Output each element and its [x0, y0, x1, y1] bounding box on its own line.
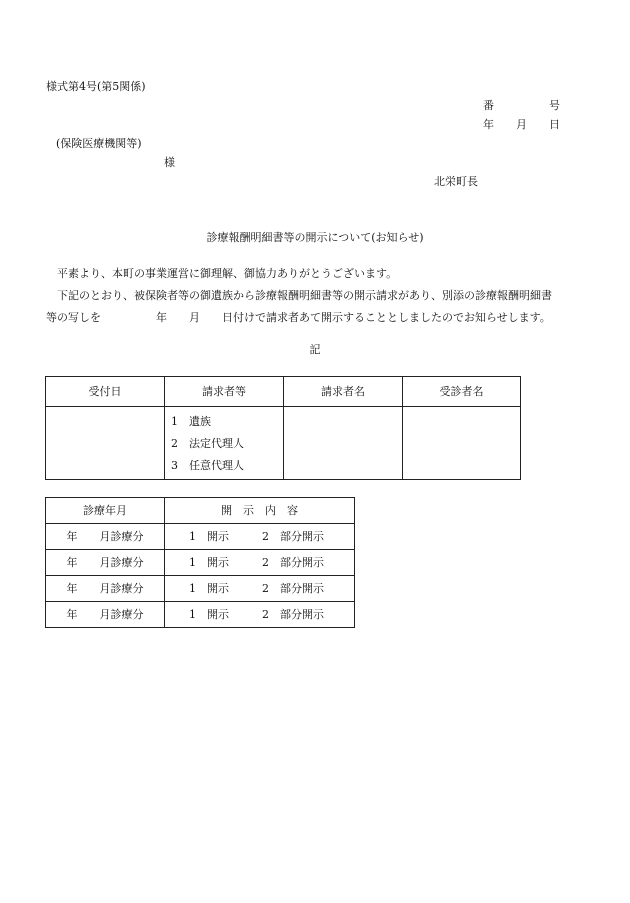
header-disclosure-content: 開 示 内 容: [165, 498, 355, 524]
header-treatment-month: 診療年月: [46, 498, 165, 524]
option-voluntary-representative: 3 任意代理人: [171, 459, 244, 472]
disclosure-table-header: [46, 498, 355, 524]
body-line-1: 平素より、本町の事業運営に御理解、御協力ありがとうございます。: [57, 267, 398, 280]
addressee-organization: (保険医療機関等): [56, 137, 142, 150]
disclosure-content-cell: 1 開示 2 部分開示: [165, 550, 355, 576]
document-number: 番 号: [483, 99, 560, 112]
header-requester-type: 請求者等: [165, 377, 284, 407]
table-row: [46, 550, 355, 576]
treatment-month-cell: 年 月診療分: [46, 576, 165, 602]
ki-heading: 記: [309, 343, 321, 356]
body-text: [46, 263, 590, 329]
requester-name-cell: [284, 407, 403, 480]
body-line-3: 等の写しを 年 月 日付けで請求者あて開示することとしましたのでお知らせします。: [46, 311, 551, 324]
sender: 北栄町長: [434, 175, 478, 188]
table-row: [46, 602, 355, 628]
request-table-row: [46, 407, 521, 480]
requester-type-cell: [165, 407, 284, 480]
treatment-month-cell: 年 月診療分: [46, 524, 165, 550]
form-number: 様式第4号(第5関係): [46, 80, 146, 93]
body-line-2: 下記のとおり、被保険者等の御遺族から診療報酬明細書等の開示請求があり、別添の診療報酬明細書: [57, 289, 552, 302]
table-row: [46, 576, 355, 602]
page-title: 診療報酬明細書等の開示について(お知らせ): [206, 231, 424, 244]
document-date: 年 月 日: [483, 118, 560, 131]
disclosure-content-cell: 1 開示 2 部分開示: [165, 602, 355, 628]
option-legal-representative: 2 法定代理人: [171, 437, 244, 450]
disclosure-content-cell: 1 開示 2 部分開示: [165, 524, 355, 550]
disclosure-content-cell: 1 開示 2 部分開示: [165, 576, 355, 602]
treatment-month-cell: 年 月診療分: [46, 602, 165, 628]
reception-date-cell: [46, 407, 165, 480]
patient-name-cell: [403, 407, 521, 480]
header-reception-date: 受付日: [46, 377, 165, 407]
header-requester-name: 請求者名: [284, 377, 403, 407]
request-table-header: [46, 377, 521, 407]
header-patient-name: 受診者名: [403, 377, 521, 407]
treatment-month-cell: 年 月診療分: [46, 550, 165, 576]
table-row: [46, 524, 355, 550]
addressee-honorific: 様: [164, 156, 175, 169]
request-table: [45, 376, 521, 480]
option-bereaved-family: 1 遺族: [171, 415, 211, 428]
disclosure-table: [45, 497, 355, 628]
